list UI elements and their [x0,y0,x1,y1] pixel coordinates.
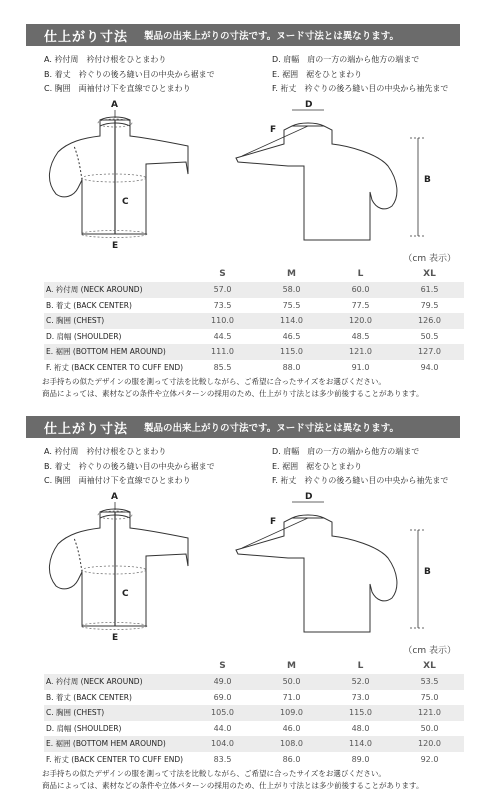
table-cell: 120.0 [326,313,395,329]
diagram-label-e: E [112,241,119,251]
definition-f: F. 裄丈 衿ぐりの後ろ縫い目の中央から袖先まで [272,84,449,93]
table-row [44,329,464,345]
table-header-row [44,266,464,282]
table-cell: 88.0 [282,362,301,372]
diagram-label-a: A [111,492,118,502]
size-header: L [357,269,364,279]
definitions-left [44,53,215,97]
definition-b: B. 着丈 衿ぐりの後ろ縫い目の中央から裾まで [44,461,215,471]
definition-d: D. 肩幅 肩の一方の端から他方の端まで [272,55,420,64]
chest-measure-c [82,174,146,182]
table-cell: 114.0 [257,313,326,329]
definitions-right [272,445,448,489]
row-label: C. 胸囲 (CHEST) [44,705,188,721]
definition-c: C. 胸囲 両袖付け下を直線でひとまわり [44,476,191,485]
notes [42,768,423,792]
header-subtitle: 製品の出来上がりの寸法です。ヌード寸法とは異なります。 [144,31,399,42]
table-cell: 85.5 [213,362,232,372]
table-cell: 52.0 [326,674,395,690]
front-jacket-outline [49,120,188,234]
table-cell: 50.0 [257,674,326,690]
definition-a: A. 衿付周 衿付け根をひとまわり [44,55,167,64]
row-label: A. 衿付周 (NECK AROUND) [44,674,188,690]
table-cell: 48.5 [351,331,370,341]
row-label: F. 裄丈 (BACK CENTER TO CUFF END) [46,754,184,764]
table-cell: 61.5 [395,282,464,298]
size-header: S [219,269,226,279]
row-label: B. 着丈 (BACK CENTER) [46,692,132,702]
diagram-label-e: E [112,633,119,643]
diagram-label-c: C [122,197,129,207]
table-cell: 50.0 [420,723,439,733]
size-chart-panel [0,392,490,790]
table-cell: 44.0 [213,723,232,733]
diagram-label-f: F [270,125,277,135]
row-label: D. 肩幅 (SHOULDER) [46,723,122,733]
table-cell: 83.5 [213,754,232,764]
row-label: D. 肩幅 (SHOULDER) [46,331,122,341]
table-cell: 57.0 [188,282,257,298]
size-table [44,266,464,375]
size-table [44,658,464,767]
diagram-label-d: D [305,100,313,110]
table-cell: 114.0 [326,736,395,752]
garment-illustration [38,488,458,648]
header-title: 仕上がり寸法 [44,29,129,45]
back-jacket-outline [236,126,397,240]
unit-note: （cm 表示） [403,646,456,656]
table-cell: 126.0 [395,313,464,329]
row-label: B. 着丈 (BACK CENTER) [46,300,132,310]
jacket-diagram [38,488,458,648]
row-label: E. 裾囲 (BOTTOM HEM AROUND) [44,344,188,360]
size-header: L [357,661,364,671]
definition-c: C. 胸囲 両袖付け下を直線でひとまわり [44,84,191,93]
size-header: M [287,269,296,279]
table-row [44,344,464,360]
table-cell: 44.5 [213,331,232,341]
chest-measure-c [82,566,146,574]
definitions-right [272,53,448,97]
table-row [44,360,464,376]
size-chart-panel [0,0,490,398]
row-label: A. 衿付周 (NECK AROUND) [44,282,188,298]
table-row [44,736,464,752]
front-armhole [74,146,82,180]
header-title: 仕上がり寸法 [44,421,129,437]
diagram-label-b: B [424,175,431,185]
unit-note: （cm 表示） [403,254,456,264]
back-jacket-outline [236,518,397,632]
definition-d: D. 肩幅 肩の一方の端から他方の端まで [272,447,420,456]
garment-illustration [38,96,458,256]
note-line: お手持ちの似たデザインの服を測って寸法を比較しながら、ご希望に合ったサイズをお選びください。 [42,377,386,386]
table-cell: 94.0 [420,362,439,372]
definition-a: A. 衿付周 衿付け根をひとまわり [44,447,167,456]
table-row [44,298,464,314]
table-cell: 115.0 [326,705,395,721]
definition-f: F. 裄丈 衿ぐりの後ろ縫い目の中央から袖先まで [272,476,449,485]
table-cell: 121.0 [326,344,395,360]
note-line: お手持ちの似たデザインの服を測って寸法を比較しながら、ご希望に合ったサイズをお選びください。 [42,769,386,778]
table-cell: 58.0 [257,282,326,298]
definition-b: B. 着丈 衿ぐりの後ろ縫い目の中央から裾まで [44,69,215,79]
table-cell: 115.0 [257,344,326,360]
row-label: C. 胸囲 (CHEST) [44,313,188,329]
table-cell: 73.0 [351,692,370,702]
diagram-label-a: A [111,100,118,110]
table-cell: 104.0 [188,736,257,752]
definitions-left [44,445,215,489]
table-cell: 75.0 [420,692,439,702]
table-cell: 89.0 [351,754,370,764]
table-header-row [44,658,464,674]
table-cell: 46.5 [282,331,301,341]
table-cell: 48.0 [351,723,370,733]
table-row [44,674,464,690]
table-cell: 73.5 [213,300,232,310]
table-cell: 111.0 [188,344,257,360]
table-cell: 49.0 [188,674,257,690]
row-label: E. 裾囲 (BOTTOM HEM AROUND) [44,736,188,752]
header-bar [26,24,460,46]
definition-e: E. 裾囲 裾をひとまわり [272,461,363,471]
table-cell: 86.0 [282,754,301,764]
size-header: XL [423,661,436,671]
table-cell: 46.0 [282,723,301,733]
size-header: S [219,661,226,671]
table-cell: 50.5 [420,331,439,341]
table-cell: 53.5 [395,674,464,690]
table-cell: 121.0 [395,705,464,721]
table-row [44,313,464,329]
table-cell: 105.0 [188,705,257,721]
table-row [44,752,464,768]
table-cell: 108.0 [257,736,326,752]
diagram-label-d: D [305,492,313,502]
note-line: 商品によっては、素材などの条件や立体パターンの採用のため、仕上がり寸法とは多少前後することがあります。 [42,389,424,398]
definition-e: E. 裾囲 裾をひとまわり [272,69,363,79]
table-cell: 79.5 [420,300,439,310]
table-row [44,690,464,706]
table-cell: 69.0 [213,692,232,702]
diagram-label-b: B [424,567,431,577]
note-line: 商品によっては、素材などの条件や立体パターンの採用のため、仕上がり寸法とは多少前後することがあります。 [42,781,424,790]
header-bar [26,416,460,438]
table-cell: 91.0 [351,362,370,372]
jacket-diagram [38,96,458,256]
table-cell: 60.0 [326,282,395,298]
front-armhole [74,538,82,572]
row-label: F. 裄丈 (BACK CENTER TO CUFF END) [46,362,184,372]
diagram-label-f: F [270,517,277,527]
header-subtitle: 製品の出来上がりの寸法です。ヌード寸法とは異なります。 [144,423,399,434]
diagram-label-c: C [122,589,129,599]
table-cell: 75.5 [282,300,301,310]
table-cell: 92.0 [420,754,439,764]
table-row [44,282,464,298]
table-cell: 71.0 [282,692,301,702]
table-cell: 120.0 [395,736,464,752]
table-row [44,705,464,721]
size-header: M [287,661,296,671]
size-header: XL [423,269,436,279]
table-cell: 109.0 [257,705,326,721]
table-cell: 110.0 [188,313,257,329]
table-cell: 127.0 [395,344,464,360]
front-jacket-outline [49,512,188,626]
table-cell: 77.5 [351,300,370,310]
table-row [44,721,464,737]
